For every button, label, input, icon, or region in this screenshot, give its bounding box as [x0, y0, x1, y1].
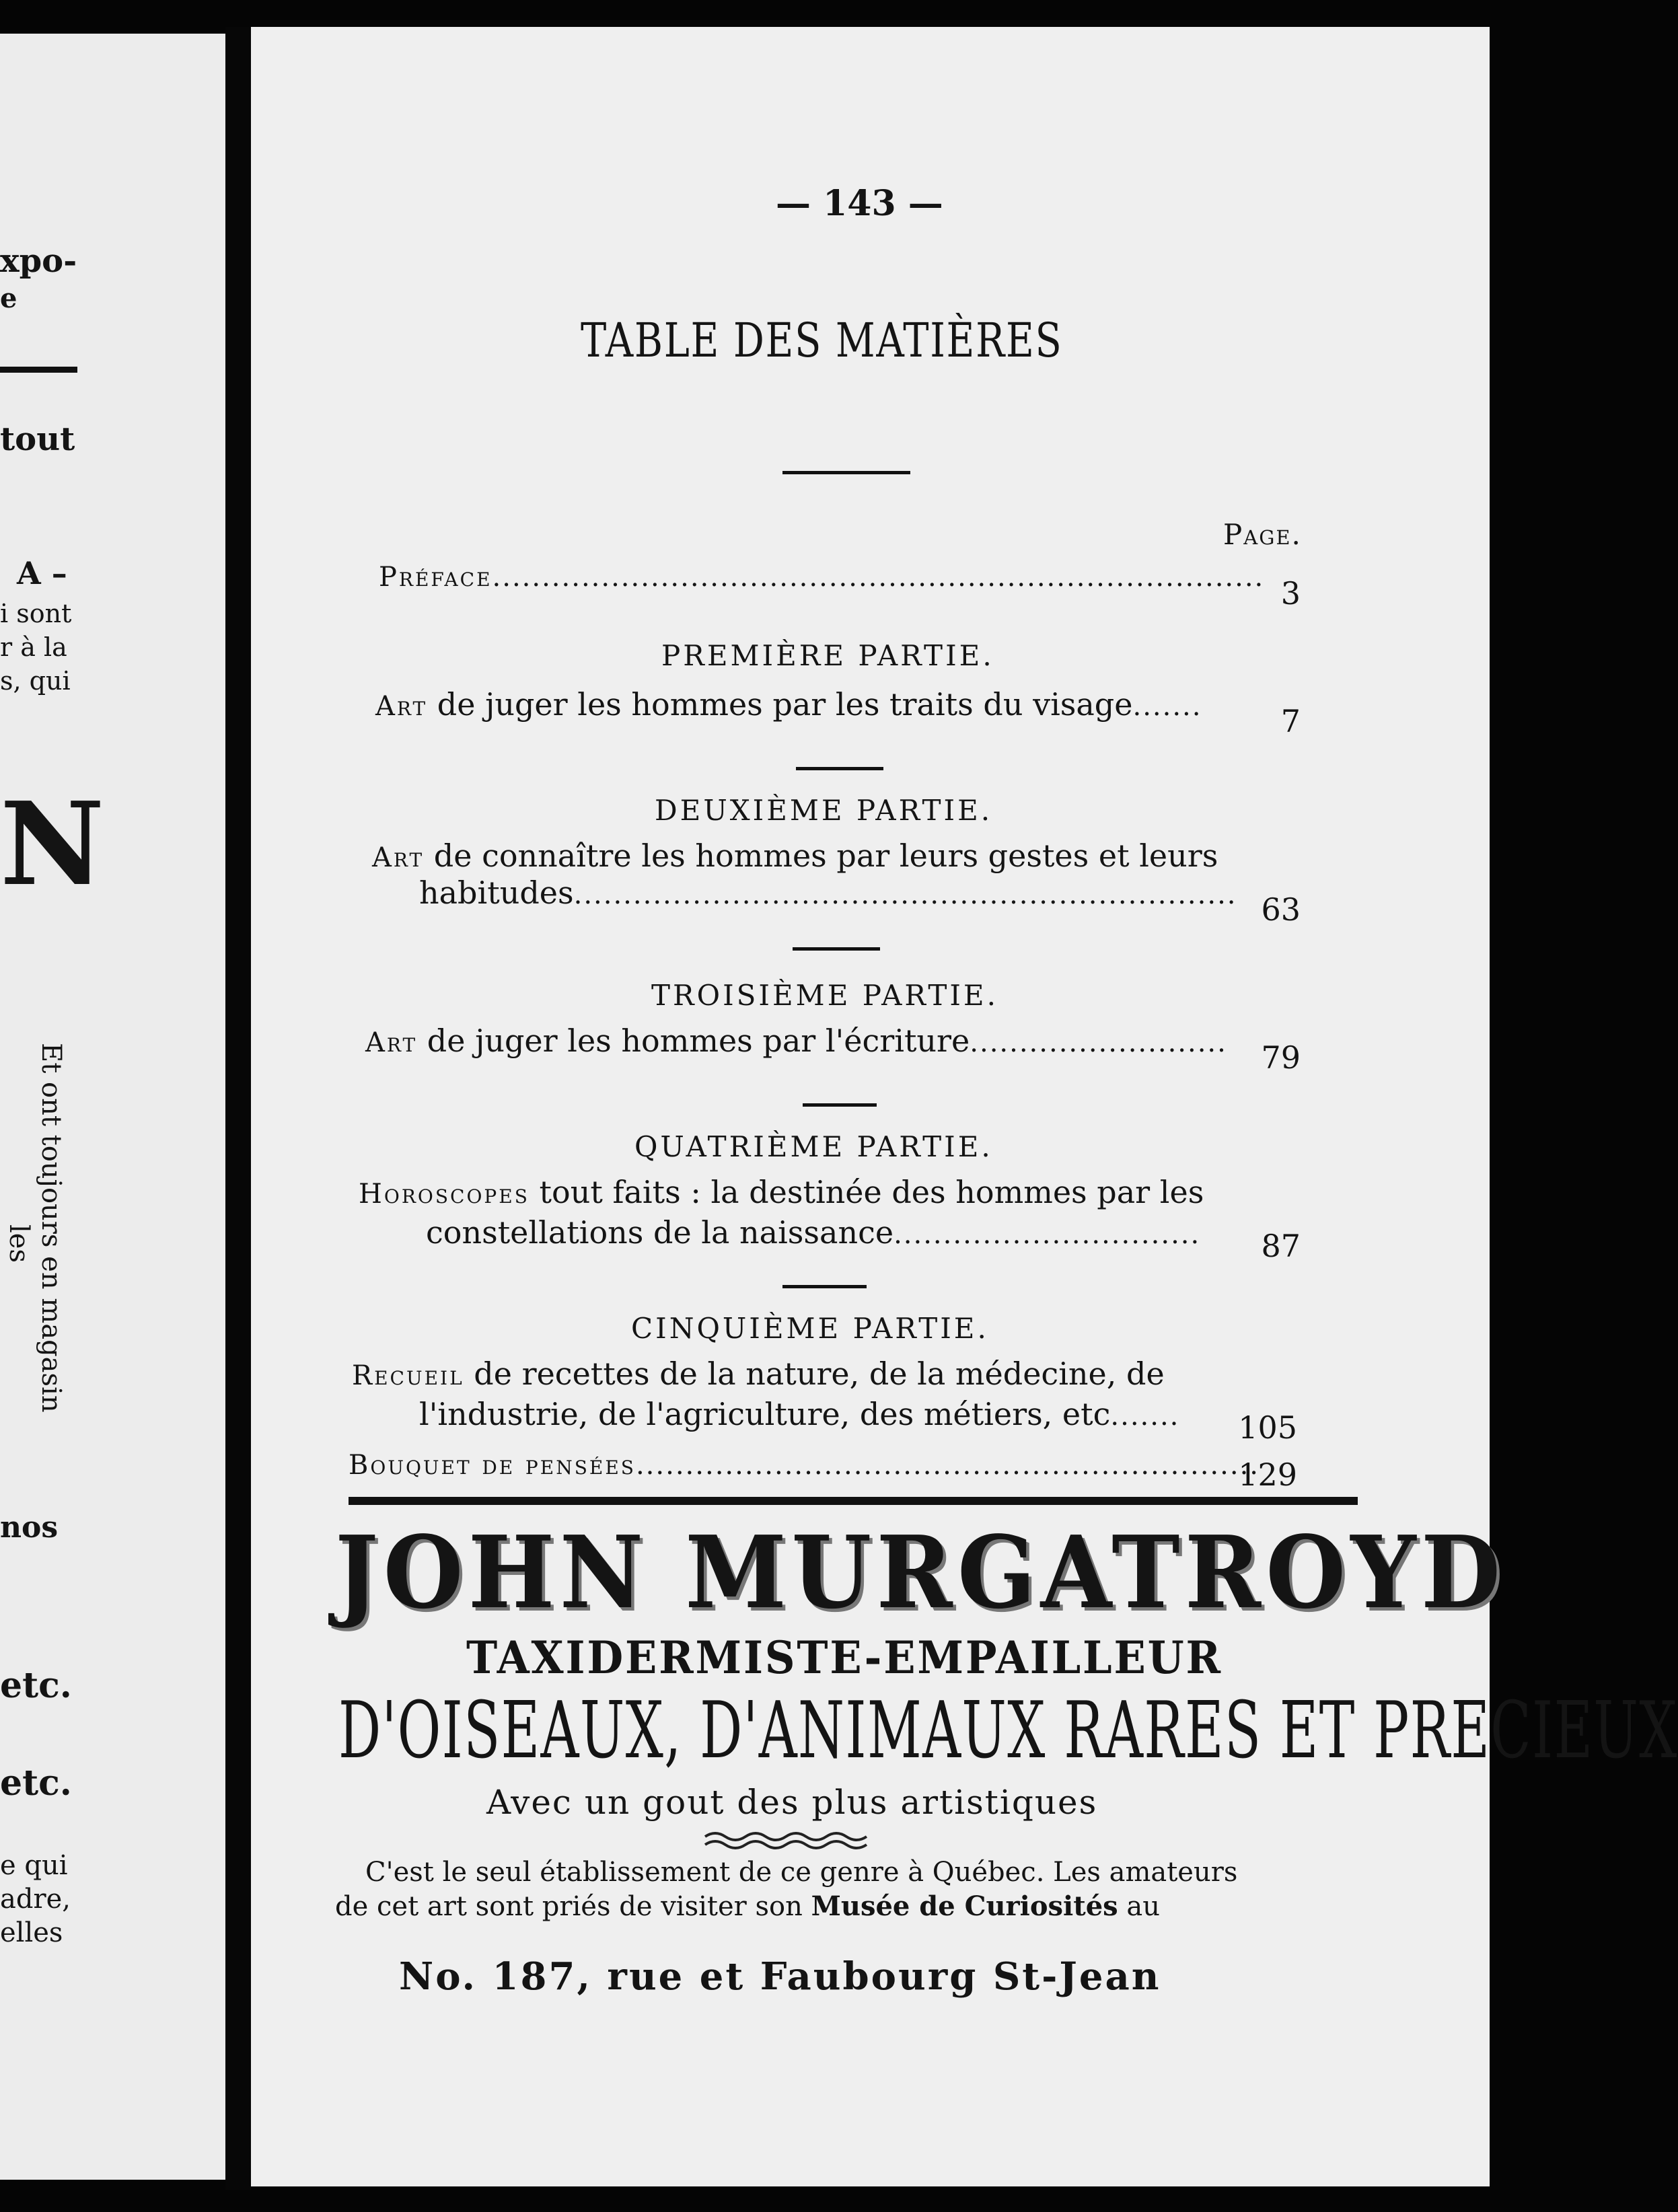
part-heading: QUATRIÈME PARTIE. — [634, 1130, 993, 1163]
toc-page-number: 3 — [1280, 575, 1301, 612]
advert-text: C'est le seul établissement de ce genre à Québec. Les amateurs — [365, 1857, 1238, 1888]
leader-dots: ....... — [1132, 691, 1202, 722]
toc-page-number: 63 — [1261, 891, 1301, 928]
left-fragment: e — [0, 283, 17, 314]
leader-dots: .............................................................................. — [492, 562, 1265, 593]
section-divider — [782, 1285, 867, 1288]
toc-text: de connaître les hommes par leurs gestes et leurs — [433, 838, 1218, 874]
toc-text: constellations de la naissance — [426, 1214, 894, 1251]
leader-dots: ............................... — [893, 1219, 1201, 1250]
left-fragment: A – — [17, 555, 67, 591]
page-number: — 143 — — [776, 183, 943, 224]
toc-entry-continued — [419, 1396, 1179, 1432]
advert-text-part: au — [1126, 1891, 1160, 1922]
toc-label: Préface — [379, 562, 493, 593]
toc-page-number: 105 — [1238, 1409, 1297, 1446]
toc-text: tout faits : la destinée des hommes par les — [539, 1174, 1204, 1210]
leader-dots: .......................... — [970, 1027, 1227, 1058]
advert-specialty: D'OISEAUX, D'ANIMAUX RARES ET PRECIEUX — [338, 1685, 1678, 1776]
advert-tagline: Avec un gout des plus artistiques — [486, 1783, 1098, 1822]
section-divider — [796, 767, 883, 770]
toc-lead: Recueil — [352, 1360, 464, 1391]
left-fragment: etc. — [0, 1763, 72, 1804]
toc-entry — [372, 838, 1218, 874]
left-fragment: elles — [0, 1917, 63, 1948]
left-fragment: etc. — [0, 1665, 72, 1706]
title-divider — [782, 471, 910, 474]
section-divider — [803, 1103, 877, 1107]
toc-lead: Art — [375, 691, 428, 722]
toc-page-number: 87 — [1261, 1228, 1301, 1264]
advert-text — [335, 1890, 1160, 1922]
toc-page-number: 79 — [1261, 1039, 1301, 1076]
advert-trade: TAXIDERMISTE-EMPAILLEUR — [466, 1631, 1223, 1684]
part-heading: PREMIÈRE PARTIE. — [661, 639, 994, 672]
section-divider — [793, 947, 880, 951]
page-title: TABLE DES MATIÈRES — [581, 313, 1063, 368]
advert-name: JOHN MURGATROYD — [335, 1514, 1506, 1631]
left-fragment: tout — [0, 420, 75, 458]
advert-address: No. 187, rue et Faubourg St-Jean — [399, 1954, 1161, 1999]
toc-text: de recettes de la nature, de la médecine, de — [474, 1356, 1165, 1392]
book-spine — [225, 27, 251, 2190]
toc-entry — [352, 1356, 1165, 1392]
toc-text: l'industrie, de l'agriculture, des métiers, etc — [419, 1396, 1111, 1432]
toc-entry-preface — [379, 562, 1264, 593]
toc-entry — [359, 1174, 1204, 1210]
left-fragment: adre, — [0, 1884, 71, 1915]
toc-entry-continued — [419, 875, 1237, 911]
left-fragment: e qui — [0, 1850, 68, 1881]
left-fragment: N — [0, 777, 105, 912]
toc-page-number: 129 — [1238, 1457, 1297, 1493]
book-page — [251, 27, 1678, 2186]
ornament-divider — [702, 1830, 870, 1850]
left-fragment: i sont — [0, 599, 72, 628]
toc-lead: Horoscopes — [359, 1179, 530, 1210]
left-rotated-text — [3, 1043, 67, 1413]
part-heading: TROISIÈME PARTIE. — [651, 979, 998, 1012]
toc-lead: Art — [365, 1027, 418, 1058]
left-fragment: s, qui — [0, 666, 71, 696]
toc-lead: Art — [372, 842, 425, 873]
left-fragment: r à la — [0, 632, 67, 662]
toc-entry — [365, 1023, 1227, 1059]
left-fragment: nos — [0, 1510, 59, 1545]
advert-text-part: de cet art sont priés de visiter son — [335, 1891, 803, 1922]
part-heading: CINQUIÈME PARTIE. — [631, 1312, 989, 1345]
advert-divider — [349, 1497, 1358, 1505]
leader-dots: ................................................................... — [573, 879, 1237, 910]
left-fragment: xpo- — [0, 242, 77, 280]
toc-entry-continued — [426, 1214, 1200, 1251]
toc-text: de juger les hommes par les traits du visage — [437, 686, 1133, 723]
toc-entry — [375, 686, 1202, 723]
leader-dots: ............................................................... — [635, 1450, 1260, 1481]
toc-text: habitudes — [419, 875, 574, 911]
advert-museum: Musée de Curiosités — [811, 1890, 1118, 1922]
toc-label: Bouquet de pensées — [349, 1450, 636, 1481]
toc-page-number: 7 — [1280, 703, 1301, 739]
left-page-fragment — [0, 34, 225, 2180]
toc-entry-bouquet — [349, 1450, 1260, 1481]
part-heading: DEUXIÈME PARTIE. — [655, 794, 993, 827]
rotated-line: les — [3, 1224, 34, 1263]
leader-dots: ....... — [1110, 1401, 1180, 1432]
rotated-line: Et ont toujours en magasin — [36, 1043, 67, 1413]
toc-text: de juger les hommes par l'écriture — [427, 1023, 970, 1059]
left-divider — [0, 367, 77, 373]
page-column-label: Page. — [1223, 518, 1302, 551]
